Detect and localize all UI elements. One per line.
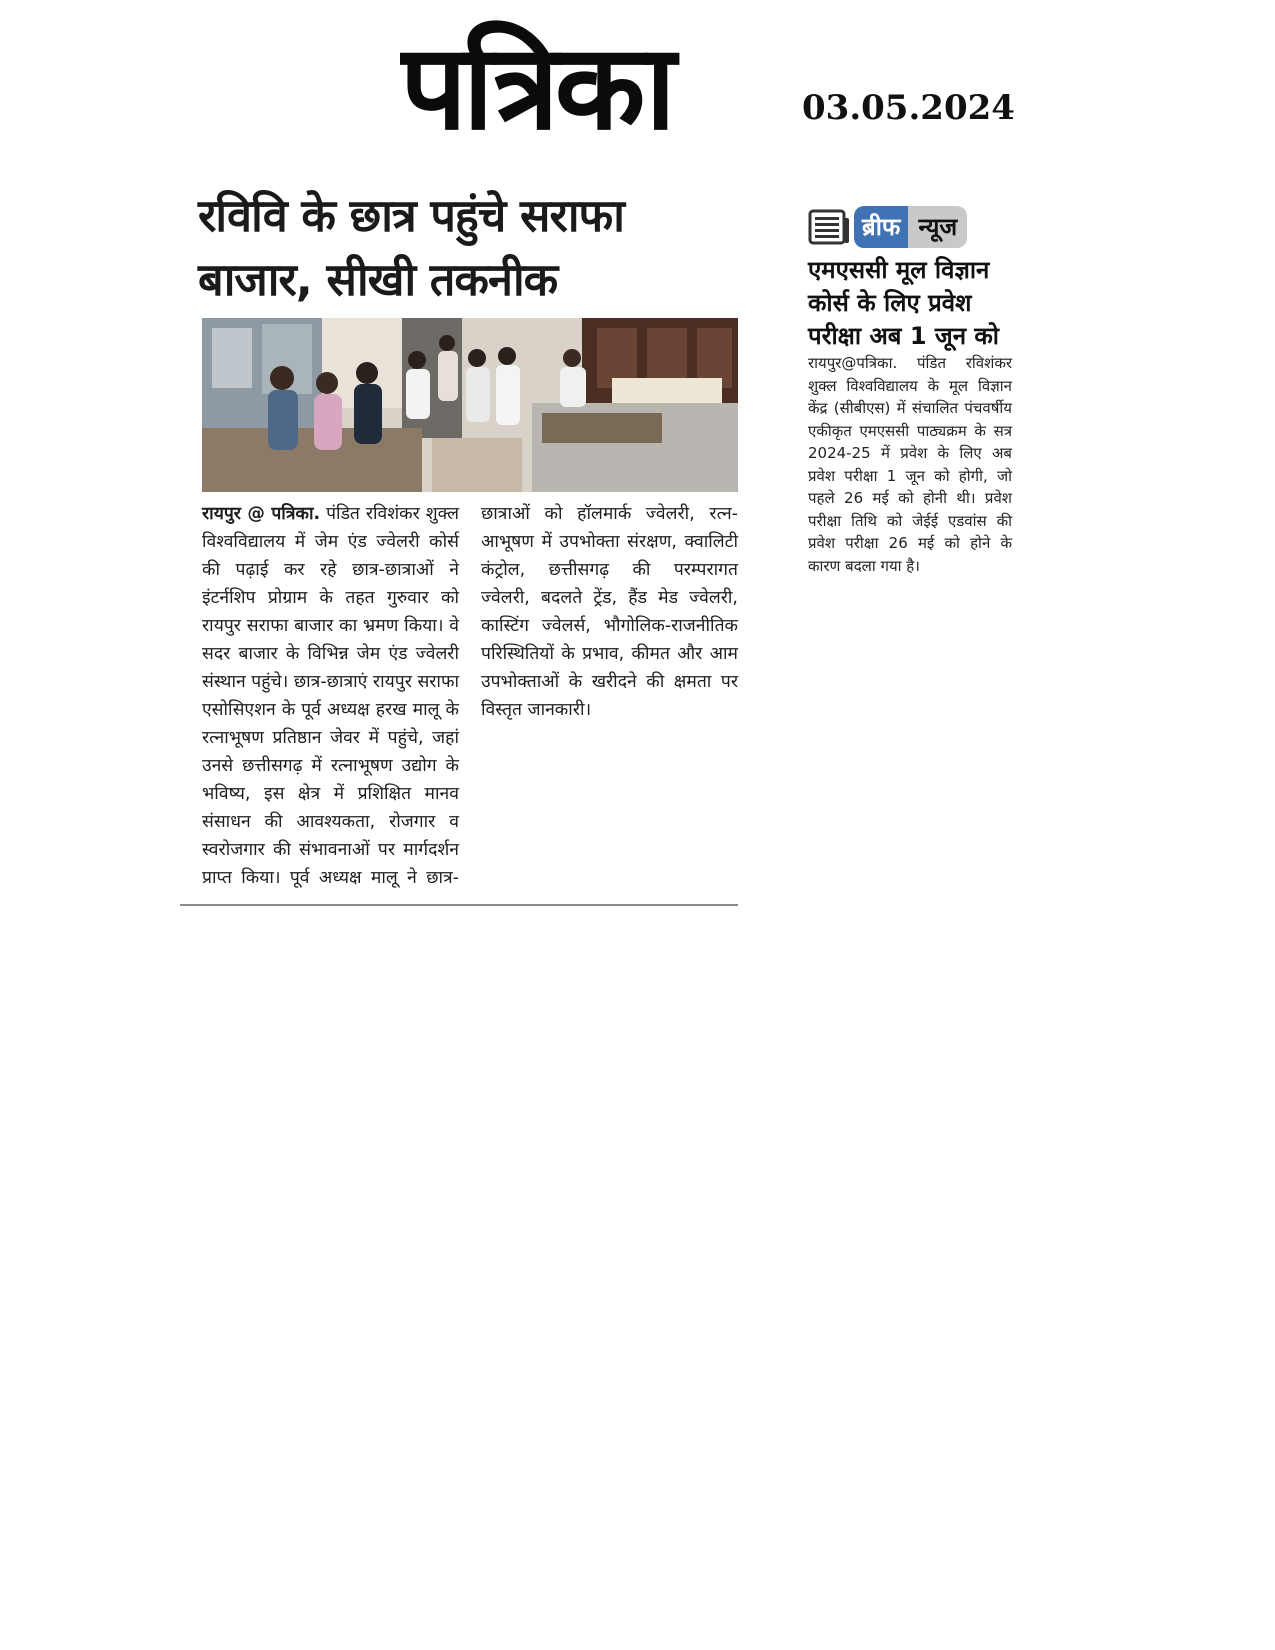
brief-tag-suffix: न्यूज (908, 206, 967, 248)
article-photo (202, 318, 738, 492)
brief-text: पंडित रविशंकर शुक्ल विश्वविद्यालय के मूल विज्ञान केंद्र (सीबीएस) में संचालित पंचवर्षीय एकीकृत एमएससी पाठ्यक्रम के सत्र 2024-25 में प्रवेश के लिए अब प्रवेश परीक्षा 1 जून को होगी, जो पहले 26 मई को होनी थी। प्रवेश परीक्षा तिथि को जेईई एडवांस की प्रवेश परीक्षा 26 मई को होने के कारण बदला गया है। (808, 354, 1012, 575)
article-dateline: रायपुर @ पत्रिका. (202, 504, 321, 524)
article-headline: रविवि के छात्र पहुंचे सराफा बाजार, सीखी तकनीक (198, 189, 624, 306)
article-body (202, 500, 738, 900)
article-bottom-rule (180, 904, 738, 906)
newspaper-masthead: पत्रिका (400, 17, 672, 156)
newspaper-icon (808, 208, 850, 246)
brief-dateline: रायपुर@पत्रिका. (808, 354, 898, 372)
brief-headline: एमएससी मूल विज्ञान कोर्स के लिए प्रवेश परीक्षा अब 1 जून को (808, 256, 1000, 350)
article-text: पंडित रविशंकर शुक्ल विश्वविद्यालय में जेम एंड ज्वेलरी कोर्स की पढ़ाई कर रहे छात्र-छात्राओं ने इंटर्नशिप प्रोग्राम के तहत गुरुवार को रायपुर सराफा बाजार का भ्रमण किया। वे सदर बाजार के विभिन्न जेम एंड ज्वेलरी संस्थान पहुंचे। छात्र-छात्राएं रायपुर सराफा एसोसिएशन के पूर्व अध्यक्ष हरख मालू के रत्नाभूषण प्रतिष्ठान जेवर में पहुंचे, जहां उनसे छत्तीसगढ़ में रत्नाभूषण उद्योग के भविष्य, इस क्षेत्र में प्रशिक्षित मानव संसाधन की आवश्यकता, रोजगार व स्वरोजगार की संभावनाओं पर मार्गदर्शन प्राप्त किया। पूर्व अध्यक्ष मालू ने छात्र-छात्राओं को हॉलमार्क ज्वेलरी, रत्न- आभूषण में उपभोक्ता संरक्षण, क्वालिटी कंट्रोल, छत्तीसगढ़ की परम्परागत ज्वेलरी, बदलते ट्रेंड, हैंड मेड ज्वेलरी, कास्टिंग ज्वेलर्स, भौगोलिक-राजनीतिक परिस्थितियों के प्रभाव, कीमत और आम उपभोक्ताओं के खरीदने की क्षमता पर विस्तृत जानकारी। (202, 504, 738, 888)
brief-news-tag (808, 206, 967, 248)
brief-tag-label: ब्रीफ (854, 206, 908, 248)
brief-body (808, 352, 1012, 577)
publication-date: 03.05.2024 (802, 88, 1015, 128)
